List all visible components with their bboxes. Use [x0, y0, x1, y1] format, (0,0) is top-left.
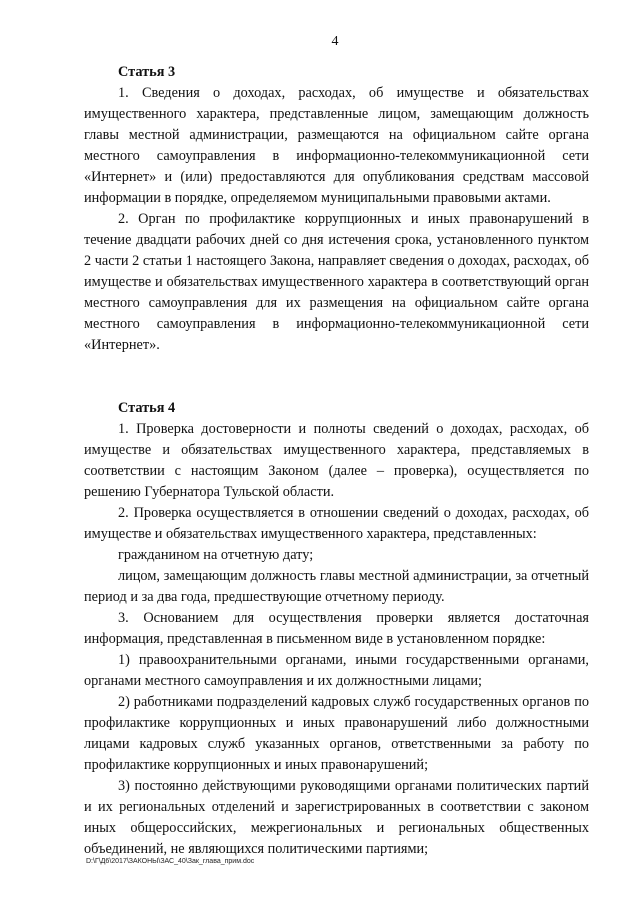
- page-number: 4: [331, 34, 339, 49]
- file-path-footer: D:\Г\Д6\2017\ЗАКОНЫ\ЗАС_40\Зак_глава_прим.doc: [86, 858, 255, 865]
- article-4-paragraph-2: 2. Проверка осуществляется в отношении сведений о доходах, расходах, об имуществе и обязательствах имущественного характера, представленных:: [84, 505, 589, 542]
- article-4-paragraph-4: лицом, замещающим должность главы местной администрации, за отчетный период и за два года, предшествующие отчетному периоду.: [84, 568, 589, 605]
- article-4-paragraph-5: 3. Основанием для осуществления проверки является достаточная информация, представленная в письменном виде в установленном порядке:: [84, 610, 589, 647]
- article-4-heading: Статья 4: [118, 400, 176, 416]
- article-4-paragraph-3: гражданином на отчетную дату;: [118, 547, 314, 563]
- article-4-paragraph-6: 1) правоохранительными органами, иными государственными органами, органами местного самоуправления и их должностными лицами;: [84, 652, 589, 689]
- article-3-paragraph-2: 2. Орган по профилактике коррупционных и иных правонарушений в течение двадцати рабочих дней со дня истечения срока, установленного пунктом 2 части 2 статьи 1 настоящего Закона, направляет сведения о доходах, расходах, об имуществе и обязательствах имущественного характера в соответствующий орган местного самоуправления для их размещения на официальном сайте органа местного самоуправления в информационно-телекоммуникационной сети «Интернет».: [84, 211, 589, 353]
- article-4-paragraph-8: 3) постоянно действующими руководящими органами политических партий и их региональных отделений и зарегистрированных в соответствии с законом иных общероссийских, межрегиональных и региональных общественных объединений, не являющихся политическими партиями;: [84, 778, 589, 857]
- section-spacer: [84, 377, 589, 398]
- article-4-paragraph-7: 2) работниками подразделений кадровых служб государственных органов по профилактике коррупционных и иных правонарушений либо должностными лицами кадровых служб указанных органов, ответственными за работу по профилактике коррупционных и иных правонарушений;: [84, 694, 589, 773]
- article-4-paragraph-1: 1. Проверка достоверности и полноты сведений о доходах, расходах, об имуществе и обязательствах имущественного характера, представляемых в соответствии с настоящим Законом (далее – проверка), осуществляется по решению Губернатора Тульской области.: [84, 421, 589, 500]
- section-spacer: [84, 356, 589, 377]
- document-body: [84, 62, 589, 860]
- article-3-paragraph-1: 1. Сведения о доходах, расходах, об имуществе и обязательствах имущественного характера, представленные лицом, замещающим должность главы местной администрации, размещаются на официальном сайте органа местного самоуправления в информационно-телекоммуникационной сети «Интернет» и (или) предоставляются для опубликования средствам массовой информации в порядке, определяемом муниципальными правовыми актами.: [84, 85, 589, 206]
- article-3-heading: Статья 3: [118, 64, 176, 80]
